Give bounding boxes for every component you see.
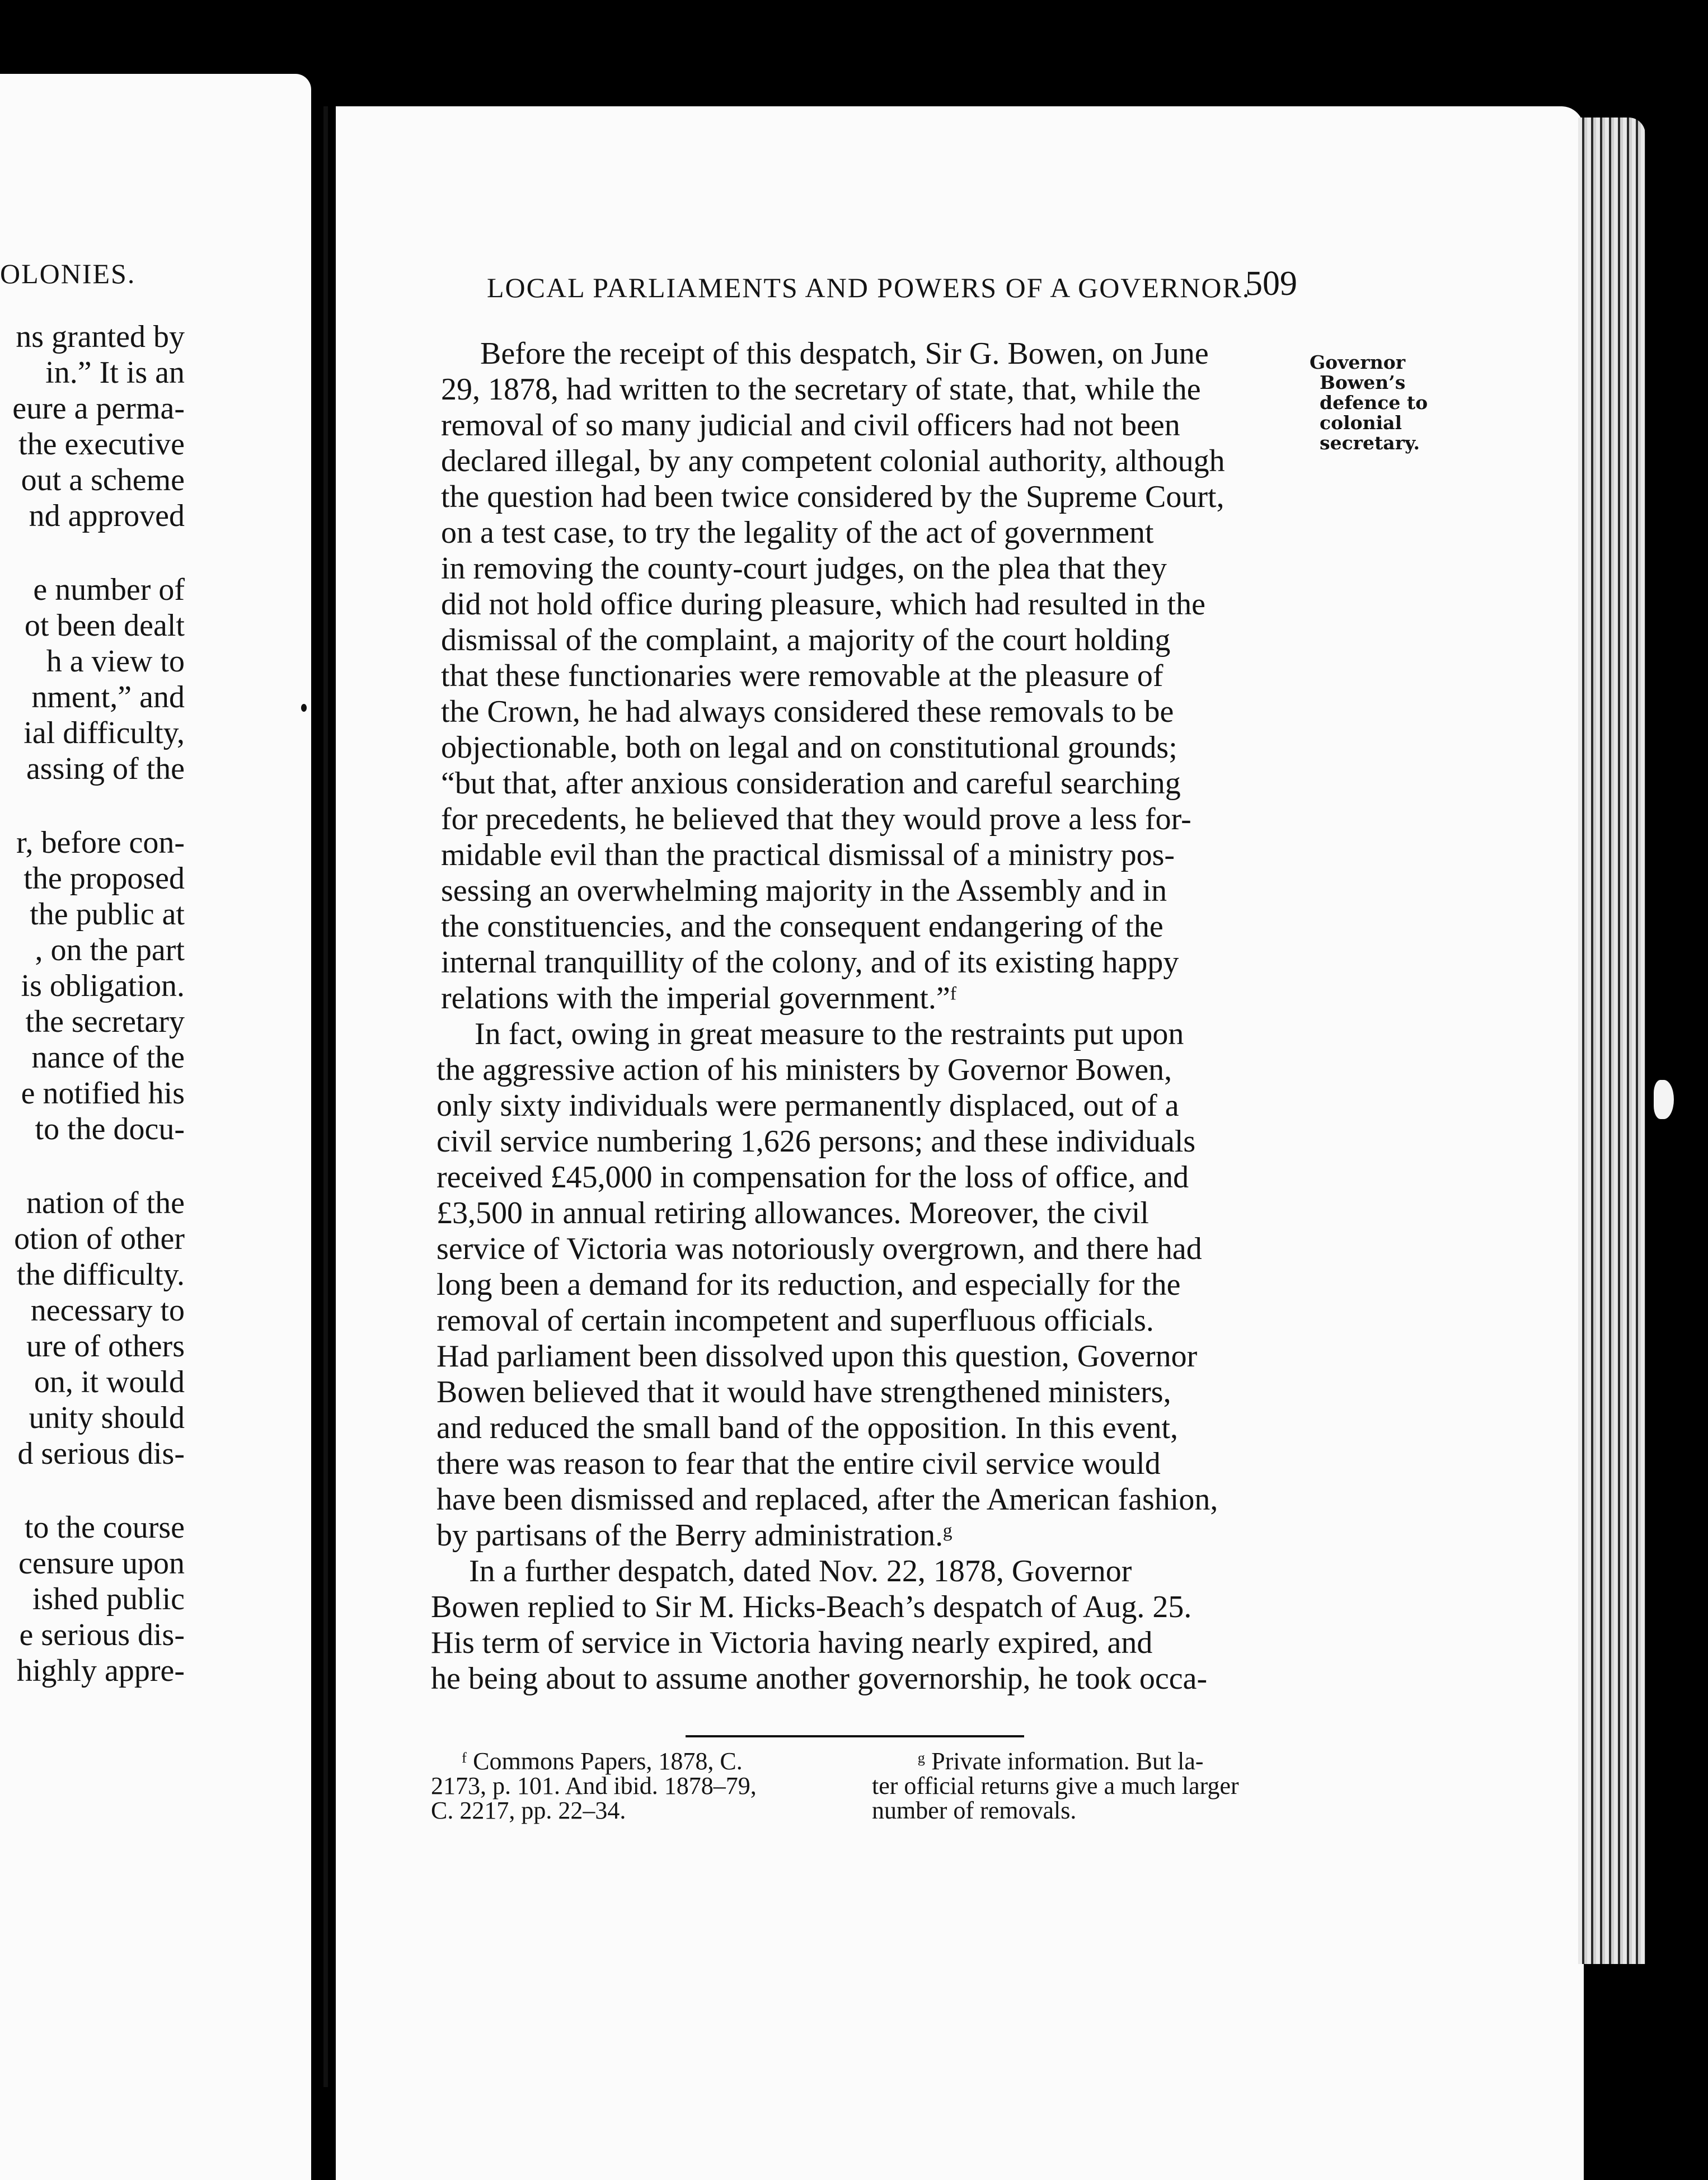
text-line: relations with the imperial government.”ᶠ: [441, 981, 957, 1016]
text-line: by partisans of the Berry administration.ᵍ: [437, 1518, 952, 1553]
left-text-line: eure a perma-: [12, 391, 185, 426]
footnote-g-line: ter official returns give a much larger: [872, 1772, 1239, 1800]
sidenote-line: secretary.: [1320, 432, 1420, 454]
left-text-line: nance of the: [31, 1040, 185, 1075]
left-text-line: to the docu-: [35, 1112, 185, 1147]
left-page: [0, 74, 311, 2180]
text-line: that these functionaries were removable at the pleasure of: [441, 659, 1163, 693]
text-line: for precedents, he believed that they would prove a less for-: [441, 802, 1191, 837]
text-line: internal tranquillity of the colony, and of its existing happy: [441, 945, 1179, 980]
left-text-line: to the course: [24, 1510, 185, 1545]
text-line: in removing the county-court judges, on the plea that they: [441, 551, 1167, 586]
text-line: removal of so many judicial and civil officers had not been: [441, 408, 1180, 443]
sidenote-line: defence to: [1320, 392, 1428, 414]
left-text-line: in.” It is an: [45, 355, 185, 390]
left-text-line: d serious dis-: [17, 1436, 185, 1471]
left-text-line: the executive: [18, 427, 185, 462]
left-text-line: ure of others: [26, 1329, 185, 1364]
text-line: “but that, after anxious consideration and careful searching: [441, 766, 1181, 801]
left-text-line: ns granted by: [16, 320, 185, 354]
left-text-line: r, before con-: [16, 825, 185, 860]
left-text-line: unity should: [29, 1401, 185, 1435]
left-text-line: , on the part: [35, 933, 185, 967]
text-line: the question had been twice considered by the Supreme Court,: [441, 480, 1224, 514]
ink-speck: [301, 704, 307, 712]
text-line: he being about to assume another governorship, he took occa-: [431, 1661, 1208, 1696]
paper-blot: [1654, 1080, 1674, 1119]
left-text-line: nation of the: [26, 1186, 185, 1220]
gutter-line: [323, 106, 328, 2087]
left-text-line: e number of: [33, 572, 185, 607]
text-line: Bowen believed that it would have strengthened ministers,: [437, 1375, 1171, 1410]
left-text-line: otion of other: [14, 1221, 185, 1256]
text-line: removal of certain incompetent and superfluous officials.: [437, 1303, 1154, 1338]
left-text-line: the proposed: [24, 861, 185, 896]
text-line: objectionable, both on legal and on constitutional grounds;: [441, 730, 1177, 765]
sidenote-line: colonial: [1320, 412, 1402, 434]
text-line: Bowen replied to Sir M. Hicks-Beach’s despatch of Aug. 25.: [431, 1590, 1192, 1624]
left-text-line: ot been dealt: [24, 608, 185, 643]
left-text-line: nment,” and: [31, 680, 185, 715]
text-line: only sixty individuals were permanently displaced, out of a: [437, 1088, 1179, 1123]
text-line: sessing an overwhelming majority in the Assembly and in: [441, 873, 1167, 908]
left-text-line: assing of the: [26, 751, 185, 786]
left-text-line: e notified his: [21, 1076, 185, 1111]
footnote-f-line: 2173, p. 101. And ibid. 1878–79,: [431, 1772, 757, 1800]
left-text-line: on, it would: [34, 1365, 185, 1399]
page-edges: [1578, 118, 1645, 1964]
left-text-line: censure upon: [18, 1546, 185, 1581]
left-text-line: is obligation.: [21, 969, 185, 1003]
sidenote-line: Bowen’s: [1320, 372, 1406, 393]
footnote-f-line: C. 2217, pp. 22–34.: [431, 1797, 626, 1824]
left-text-line: e serious dis-: [19, 1618, 185, 1652]
footnote-g-line: number of removals.: [872, 1797, 1077, 1824]
left-text-line: nd approved: [29, 499, 185, 533]
left-text-line: the public at: [30, 897, 185, 932]
sidenote-line: Governor: [1310, 351, 1406, 373]
text-line: the Crown, he had always considered these removals to be: [441, 694, 1174, 729]
text-line: dismissal of the complaint, a majority of the court holding: [441, 623, 1171, 657]
left-text-line: the difficulty.: [16, 1257, 185, 1292]
left-text-line: the secretary: [25, 1004, 185, 1039]
text-line: 29, 1878, had written to the secretary of state, that, while the: [441, 372, 1201, 407]
text-line: In a further despatch, dated Nov. 22, 1878, Governor: [469, 1554, 1132, 1589]
running-head: LOCAL PARLIAMENTS AND POWERS OF A GOVERNOR.: [487, 272, 1251, 303]
text-line: the aggressive action of his ministers by Governor Bowen,: [437, 1053, 1172, 1087]
text-line: have been dismissed and replaced, after the American fashion,: [437, 1482, 1218, 1517]
left-text-line: out a scheme: [21, 463, 185, 497]
text-line: Before the receipt of this despatch, Sir G. Bowen, on June: [480, 336, 1209, 371]
text-line: £3,500 in annual retiring allowances. Moreover, the civil: [437, 1196, 1149, 1230]
footnote-rule: [686, 1735, 1024, 1737]
left-text-line: h a view to: [46, 644, 185, 679]
text-line: civil service numbering 1,626 persons; and these individuals: [437, 1124, 1196, 1159]
left-text-line: highly appre-: [16, 1653, 185, 1688]
text-line: there was reason to fear that the entire civil service would: [437, 1446, 1161, 1481]
text-line: In fact, owing in great measure to the restraints put upon: [475, 1017, 1184, 1051]
text-line: long been a demand for its reduction, and especially for the: [437, 1267, 1181, 1302]
text-line: His term of service in Victoria having nearly expired, and: [431, 1625, 1153, 1660]
page-number: 509: [1245, 265, 1297, 303]
text-line: Had parliament been dissolved upon this question, Governor: [437, 1339, 1198, 1374]
left-text-line: ial difficulty,: [24, 716, 185, 750]
left-running-head: OLONIES.: [0, 258, 136, 289]
text-line: on a test case, to try the legality of the act of government: [441, 515, 1154, 550]
text-line: received £45,000 in compensation for the loss of office, and: [437, 1160, 1189, 1195]
text-line: declared illegal, by any competent colonial authority, although: [441, 444, 1225, 478]
footnote-g-line: ᵍ Private information. But la-: [918, 1747, 1204, 1775]
text-line: did not hold office during pleasure, which had resulted in the: [441, 587, 1205, 622]
footnote-f-line: ᶠ Commons Papers, 1878, C.: [462, 1747, 743, 1775]
text-line: service of Victoria was notoriously overgrown, and there had: [437, 1232, 1202, 1266]
left-text-line: necessary to: [30, 1293, 185, 1328]
text-line: midable evil than the practical dismissal of a ministry pos-: [441, 838, 1175, 872]
right-page: [336, 106, 1584, 2180]
text-line: and reduced the small band of the opposition. In this event,: [437, 1411, 1179, 1445]
left-text-line: ished public: [32, 1582, 185, 1617]
text-line: the constituencies, and the consequent endangering of the: [441, 909, 1163, 944]
